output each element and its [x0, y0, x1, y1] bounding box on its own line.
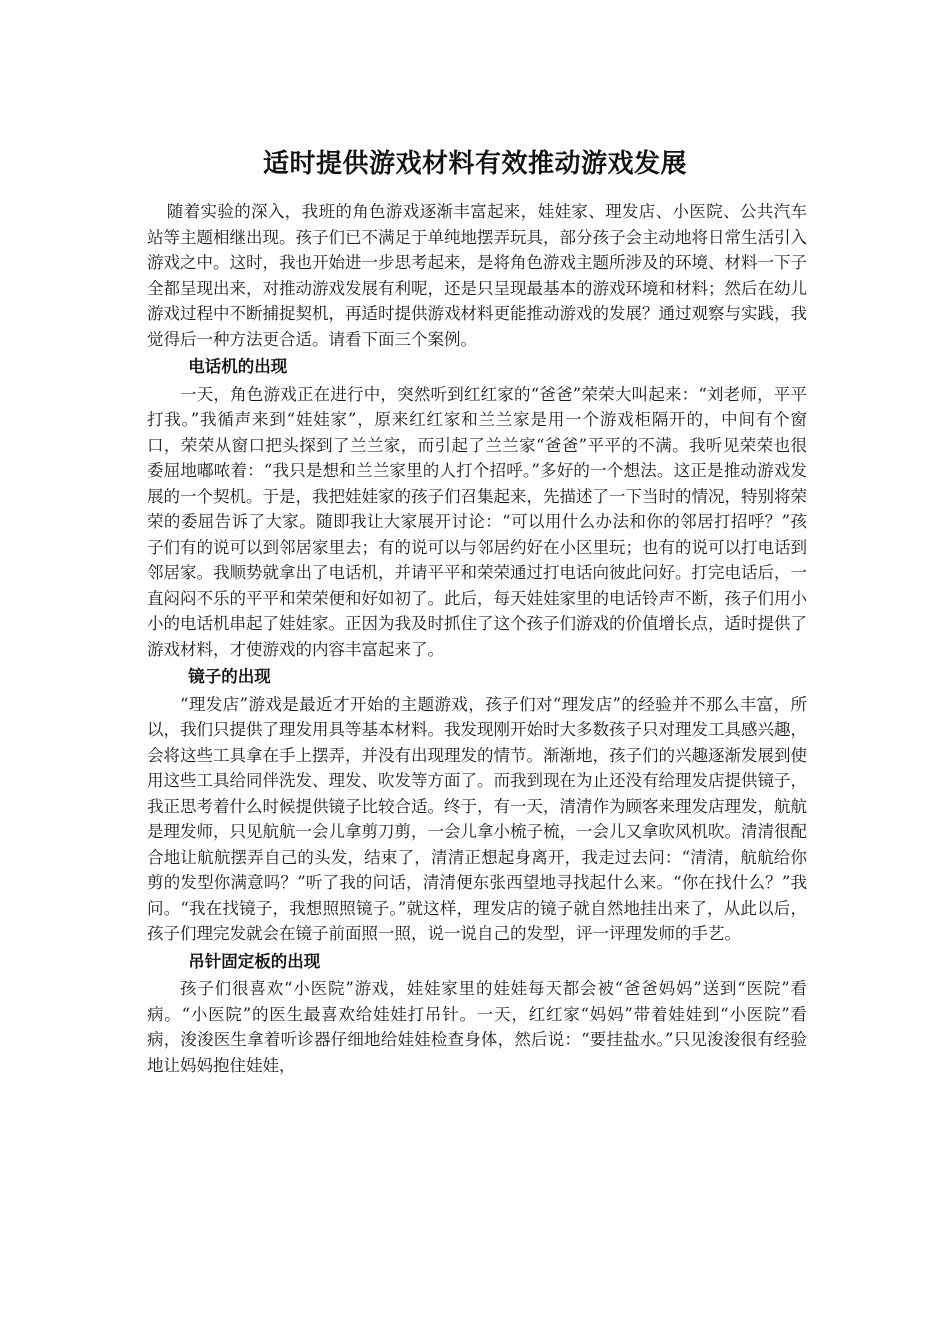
- section-heading-mirror: 镜子的出现: [188, 667, 271, 686]
- intro-paragraph: 随着实验的深入，我班的角色游戏逐渐丰富起来，娃娃家、理发店、小医院、公共汽车站等主题相继出现。孩子们已不满足于单纯地摆弄玩具，部分孩子会主动地将日常生活引入游戏之中。这时，我也开始进一步思考起来，是将角色游戏主题所涉及的环境、材料一下子全都呈现出来，对推动游戏发展有利呢，还是只呈现最基本的游戏环境和材料；然后在幼儿游戏过程中不断捕捉契机，再适时提供游戏材料更能推动游戏的发展？通过观察与实践，我觉得后一种方法更合适。请看下面三个案例。: [147, 202, 807, 349]
- section-heading-telephone: 电话机的出现: [188, 357, 288, 376]
- section-heading-iv-board: 吊针固定板的出现: [188, 951, 321, 971]
- section-paragraph-mirror: “理发店”游戏是最近才开始的主题游戏，孩子们对“理发店”的经验并不那么丰富，所以，我们只提供了理发用具等基本材料。我发现刚开始时大多数孩子只对理发工具感兴趣，会将这些工具拿在手上摆弄，并没有出现理发的情节。渐渐地，孩子们的兴趣逐渐发展到使用这些工具给同伴洗发、理发、吹发等方面了。而我到现在为止还没有给理发店提供镜子，我正思考着什么时候提供镜子比较合适。终于，有一天，清清作为顾客来理发店理发，航航是理发师，只见航航一会儿拿剪刀剪，一会儿拿小梳子梳，一会儿又拿吹风机吹。清清很配合地让航航摆弄自己的头发，结束了，清清正想起身离开，我走过去问：“清清，航航给你剪的发型你满意吗？”听了我的问话，清清便东张西望地寻找起什么来。“你在找什么？”我问。“我在找镜子，我想照照镜子。”就这样，理发店的镜子就自然地挂出来了，从此以后，孩子们理完发就会在镜子前面照一照，说一说自己的发型，评一评理发师的手艺。: [147, 694, 807, 943]
- section-paragraph-iv-board: 孩子们很喜欢“小医院”游戏，娃娃家里的娃娃每天都会被“爸爸妈妈”送到“医院”看病。“小医院”的医生最喜欢给娃娃打吊针。一天，红红家“妈妈”带着娃娃到“小医院”看病，浚浚医生拿着听诊器仔细地给娃娃检查身体，然后说：“要挂盐水。”只见浚浚很有经验地让妈妈抱住娃娃，: [147, 979, 807, 1075]
- document-title: 适时提供游戏材料有效推动游戏发展: [262, 149, 687, 179]
- document-body: [147, 199, 807, 1078]
- section-paragraph-telephone: 一天，角色游戏正在进行中，突然听到红红家的“爸爸”荣荣大叫起来：“刘老师，平平打我。”我循声来到“娃娃家”，原来红红家和兰兰家是用一个游戏柜隔开的，中间有个窗口，荣荣从窗口把头探到了兰兰家，而引起了兰兰家“爸爸”平平的不满。我听见荣荣也很委屈地嘟哝着：“我只是想和兰兰家里的人打个招呼。”多好的一个想法。这正是推动游戏发展的一个契机。于是，我把娃娃家的孩子们召集起来，先描述了一下当时的情况，特别将荣荣的委屈告诉了大家。随即我让大家展开讨论：“可以用什么办法和你的邻居打招呼？”孩子们有的说可以到邻居家里去；有的说可以与邻居约好在小区里玩；也有的说可以打电话到邻居家。我顺势就拿出了电话机，并请平平和荣荣通过打电话向彼此问好。打完电话后，一直闷闷不乐的平平和荣荣便和好如初了。此后，每天娃娃家里的电话铃声不断，孩子们用小小的电话机串起了娃娃家。正因为我及时抓住了这个孩子们游戏的价值增长点，适时提供了游戏材料，才使游戏的内容丰富起来了。: [147, 384, 807, 659]
